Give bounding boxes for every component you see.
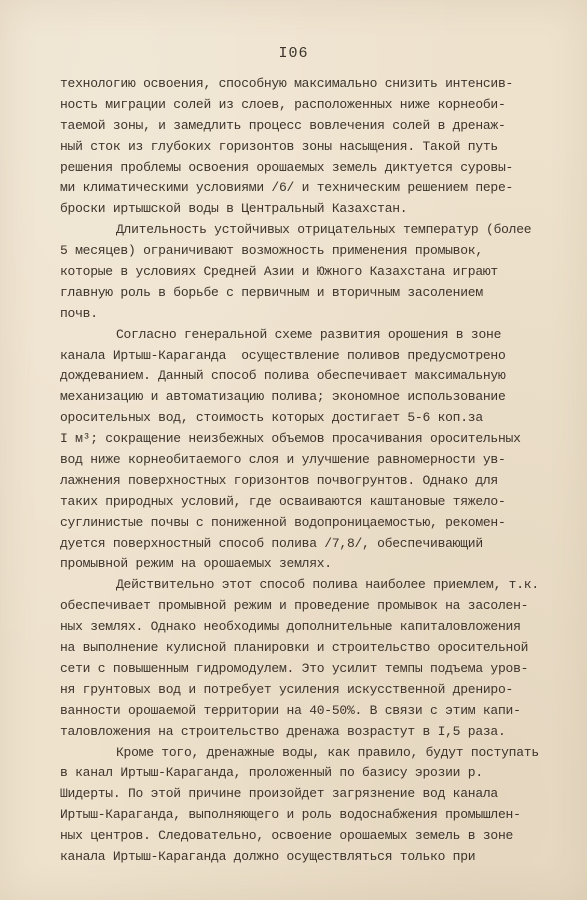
- paragraph-first-line: Согласно генеральной схеме развития орошения в зоне: [116, 326, 502, 342]
- text-line: на выполнение кулисной планировки и строительство оросительной: [60, 640, 529, 656]
- text-line: канала Иртыш-Караганда должно осуществляться только при: [60, 848, 476, 864]
- text-line: ванности орошаемой территории на 40-50%. В связи с этим капи-: [60, 702, 521, 718]
- text-line: дуется поверхностный способ полива /7,8/, обеспечивающий: [60, 535, 483, 551]
- text-line: Шидерты. По этой причине произойдет загрязнение вод канала: [60, 786, 498, 802]
- text-line: ных землях. Однако необходимы дополнительные капиталовложения: [60, 619, 521, 635]
- text-line: механизацию и автоматизацию полива; экономное использование: [60, 389, 506, 405]
- text-line: обеспечивает промывной режим и проведение промывок на засолен-: [60, 598, 529, 614]
- text-line: таемой зоны, и замедлить процесс вовлечения солей в дренаж-: [60, 117, 506, 133]
- text-line: дождеванием. Данный способ полива обеспечивает максимальную: [60, 368, 506, 384]
- paragraph-first-line: Действительно этот способ полива наиболее приемлем, т.к.: [116, 577, 539, 593]
- text-line: технологию освоения, способную максимально снизить интенсив-: [60, 76, 514, 91]
- text-line: которые в условиях Средней Азии и Южного Казахстана играют: [60, 264, 498, 280]
- text-line: канала Иртыш-Караганда осуществление поливов предусмотрено: [60, 347, 506, 363]
- text-line: 5 месяцев) ограничивают возможность применения промывок,: [60, 243, 483, 259]
- paragraph-first-line: Кроме того, дренажные воды, как правило, будут поступать: [116, 744, 539, 760]
- text-line: сети с повышенным гидромодулем. Это усилит темпы подъема уров-: [60, 660, 529, 676]
- text-line: таких природных условий, где осваиваются каштановые тяжело-: [60, 493, 506, 509]
- text-line: ный сток из глубоких горизонтов зоны насыщения. Такой путь: [60, 138, 498, 154]
- text-line: ность миграции солей из слоев, расположенных ниже корнеоби-: [60, 96, 506, 112]
- text-line: решения проблемы освоения орошаемых земель диктуется суровы-: [60, 159, 514, 175]
- text-line: I м³; сокращение неизбежных объемов просачивания оросительных: [60, 431, 521, 447]
- text-line: вод ниже корнеобитаемого слоя и улучшение равномерности ув-: [60, 452, 506, 468]
- text-line: главную роль в борьбе с первичным и вторичным засолением: [60, 284, 483, 300]
- text-line: ня грунтовых вод и потребует усиления искусственной дрениро-: [60, 681, 514, 697]
- paragraph-first-line: Длительность устойчивых отрицательных температур (более: [116, 222, 532, 238]
- text-line: суглинистые почвы с пониженной водопроницаемостью, рекомен-: [60, 514, 506, 530]
- text-line: промывной режим на орошаемых землях.: [60, 556, 332, 572]
- text-line: почв.: [60, 305, 98, 321]
- text-line: таловложения на строительство дренажа возрастут в I,5 раза.: [60, 723, 506, 739]
- text-line: лажнения поверхностных горизонтов почвогрунтов. Однако для: [60, 472, 498, 488]
- text-line: Иртыш-Караганда, выполняющего и роль водоснабжения промышлен-: [60, 807, 521, 823]
- text-body: [60, 74, 550, 868]
- text-line: оросительных вод, стоимость которых достигает 5-6 коп.за: [60, 410, 483, 426]
- text-line: броски иртышской воды в Центральный Казахстан.: [60, 201, 408, 217]
- text-line: ми климатическими условиями /6/ и техническим решением пере-: [60, 180, 514, 196]
- text-line: ных центров. Следовательно, освоение орошаемых земель в зоне: [60, 828, 514, 844]
- page-number: I06: [278, 45, 309, 62]
- text-line: в канал Иртыш-Караганда, проложенный по базису эрозии р.: [60, 765, 483, 781]
